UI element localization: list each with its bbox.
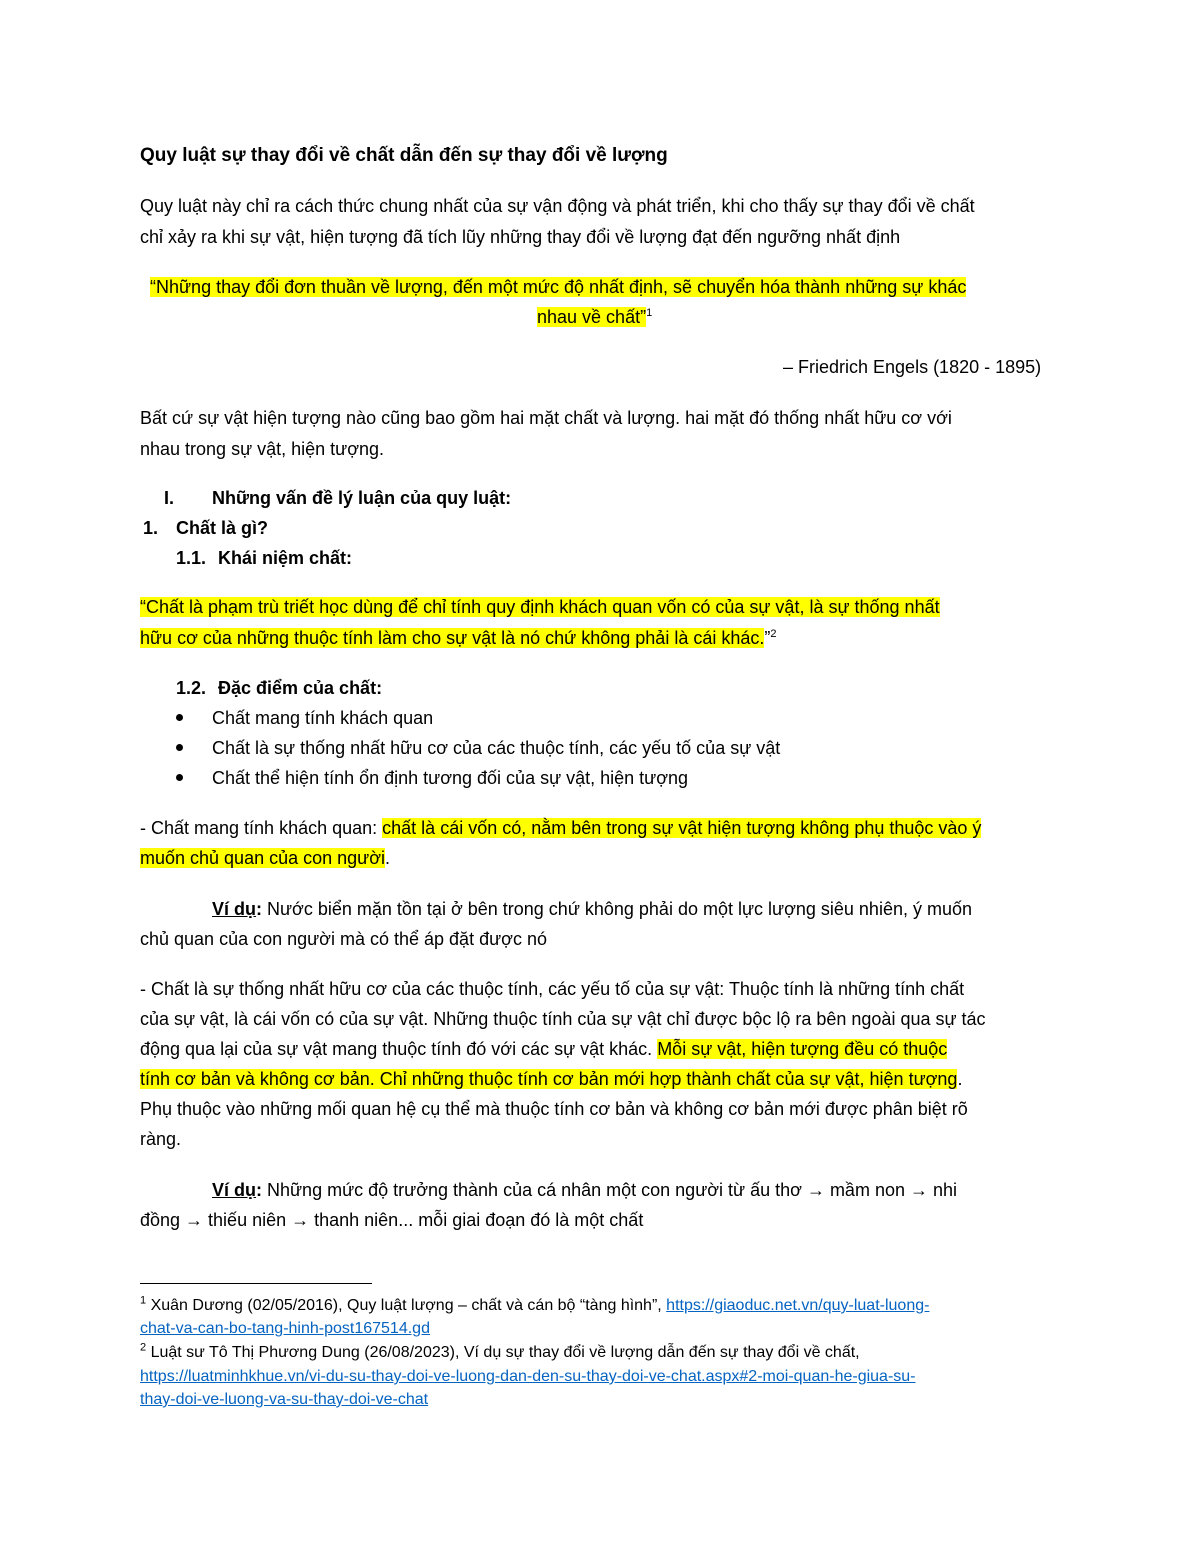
para4-line-3: [140, 1036, 947, 1062]
para3-highlight-2: muốn chủ quan của con người: [140, 848, 386, 868]
para2-line-1: Bất cứ sự vật hiện tượng nào cũng bao gồm hai mặt chất và lượng. hai mặt đó thống nhất hữu cơ với: [140, 408, 952, 428]
subsubsection-heading-1-2: Đặc điểm của chất:: [218, 678, 383, 698]
footnote-1-line-2: [140, 1318, 430, 1340]
footnote-2-number: 2: [140, 1341, 147, 1354]
example2-text-1: Những mức độ trưởng thành của cá nhân một con người từ ấu thơ → mầm non → nhi: [262, 1180, 957, 1200]
footnote-ref-1[interactable]: 1: [646, 307, 653, 319]
footnote-2-link-cont[interactable]: thay-doi-ve-luong-va-su-thay-doi-ve-chat: [140, 1391, 429, 1408]
para4-highlight-1: Mỗi sự vật, hiện tượng đều có thuộc: [657, 1039, 948, 1059]
para4-line-1: - Chất là sự thống nhất hữu cơ của các thuộc tính, các yếu tố của sự vật: Thuộc tính là những tính chất: [140, 979, 965, 999]
footnote-1-number: 1: [140, 1294, 147, 1307]
intro-line-2: chỉ xảy ra khi sự vật, hiện tượng đã tích lũy những thay đổi về lượng đạt đến ngưỡng nhất định: [140, 227, 901, 247]
example1-text-1: Nước biển mặn tồn tại ở bên trong chứ không phải do một lực lượng siêu nhiên, ý muốn: [262, 899, 972, 919]
footnote-2-line-1: [140, 1342, 860, 1364]
example1-line-1: [212, 896, 972, 922]
para4-line-5: Phụ thuộc vào những mối quan hệ cụ thể mà thuộc tính cơ bản và không cơ bản mới được phân biệt rõ: [140, 1099, 968, 1119]
footnote-2-text: Luật sư Tô Thị Phương Dung (26/08/2023), Ví dụ sự thay đổi về lượng dẫn đến sự thay đổi về chất,: [146, 1344, 860, 1361]
quote-highlight-2: nhau về chất”: [537, 307, 647, 327]
footnote-ref-2[interactable]: 2: [770, 628, 777, 640]
footnote-1-text: Xuân Dương (02/05/2016), Quy luật lượng – chất và cán bộ “tàng hình”,: [146, 1297, 667, 1314]
footnote-2-line-2: [140, 1366, 916, 1388]
quote-line-1: [150, 274, 966, 300]
definition-line-1: [140, 594, 940, 620]
document-title: Quy luật sự thay đổi về chất dẫn đến sự thay đổi về lượng: [140, 145, 668, 166]
para4-highlight-2: tính cơ bản và không cơ bản. Chỉ những thuộc tính cơ bản mới hợp thành chất của sự vật, hiện tượng: [140, 1069, 958, 1089]
footnote-1-line-1: [140, 1295, 929, 1317]
footnote-1-link[interactable]: https://giaoduc.net.vn/quy-luat-luong-: [666, 1297, 930, 1314]
para2-line-2: nhau trong sự vật, hiện tượng.: [140, 439, 385, 459]
para3-line-2: [140, 845, 390, 871]
footnote-2-link[interactable]: https://luatminhkhue.vn/vi-du-su-thay-doi-ve-luong-dan-den-su-thay-doi-ve-chat.aspx#2-moi-quan-he-giua-su-: [140, 1368, 916, 1385]
para4-line-3-text: động qua lại của sự vật mang thuộc tính đó với các sự vật khác.: [140, 1039, 658, 1059]
definition-close-quote: ”: [764, 628, 771, 648]
bullet-dot-icon: [176, 744, 183, 751]
definition-highlight-2: hữu cơ của những thuộc tính làm cho sự vật là nó chứ không phải là cái khác.: [140, 628, 765, 648]
subsection-number: 1.: [143, 518, 159, 538]
quote-line-2: [537, 304, 652, 330]
section-heading: Những vấn đề lý luận của quy luật:: [212, 488, 512, 508]
example1-label: Ví dụ: [212, 899, 256, 919]
para4-line-2: của sự vật, là cái vốn có của sự vật. Những thuộc tính của sự vật chỉ được bộc lộ ra bên ngoài qua sự tác: [140, 1009, 986, 1029]
para4-line-4-end: .: [957, 1069, 963, 1089]
para3-end: .: [385, 848, 391, 868]
para3-lead: - Chất mang tính khách quan:: [140, 818, 383, 838]
quote-highlight-1: “Những thay đổi đơn thuần về lượng, đến một mức độ nhất định, sẽ chuyển hóa thành những sự khác: [150, 277, 967, 297]
intro-line-1: Quy luật này chỉ ra cách thức chung nhất của sự vận động và phát triển, khi cho thấy sự thay đổi về chất: [140, 196, 975, 216]
section-number: I.: [164, 488, 175, 508]
subsubsection-number-1-2: 1.2.: [176, 678, 207, 698]
example2-line-2: đồng → thiếu niên → thanh niên... mỗi giai đoạn đó là một chất: [140, 1210, 644, 1230]
example1-line-2: chủ quan của con người mà có thể áp đặt được nó: [140, 929, 547, 949]
footnote-2-line-3: [140, 1389, 428, 1411]
subsection-heading: Chất là gì?: [176, 518, 269, 538]
quote-author: – Friedrich Engels (1820 - 1895): [783, 357, 1042, 377]
bullet-dot-icon: [176, 714, 183, 721]
para3-line-1: [140, 815, 981, 841]
definition-highlight-1: “Chất là phạm trù triết học dùng để chỉ tính quy định khách quan vốn có của sự vật, là sự thống nhất: [140, 597, 940, 617]
para4-line-6: ràng.: [140, 1129, 182, 1149]
footnote-1-link-cont[interactable]: chat-va-can-bo-tang-hinh-post167514.gd: [140, 1320, 430, 1337]
example2-label: Ví dụ: [212, 1180, 256, 1200]
subsubsection-heading-1-1: Khái niệm chất:: [218, 548, 353, 568]
para4-line-4: [140, 1066, 962, 1092]
para3-highlight-1: chất là cái vốn có, nằm bên trong sự vật hiện tượng không phụ thuộc vào ý: [382, 818, 982, 838]
example1-colon: :: [256, 899, 262, 919]
bullet-item-3: Chất thể hiện tính ổn định tương đối của sự vật, hiện tượng: [212, 768, 689, 788]
footnote-separator: [140, 1283, 372, 1284]
bullet-item-1: Chất mang tính khách quan: [212, 708, 434, 728]
definition-line-2: [140, 625, 776, 651]
bullet-dot-icon: [176, 774, 183, 781]
bullet-item-2: Chất là sự thống nhất hữu cơ của các thuộc tính, các yếu tố của sự vật: [212, 738, 781, 758]
example2-line-1: [212, 1177, 957, 1203]
subsubsection-number-1-1: 1.1.: [176, 548, 207, 568]
example2-colon: :: [256, 1180, 262, 1200]
